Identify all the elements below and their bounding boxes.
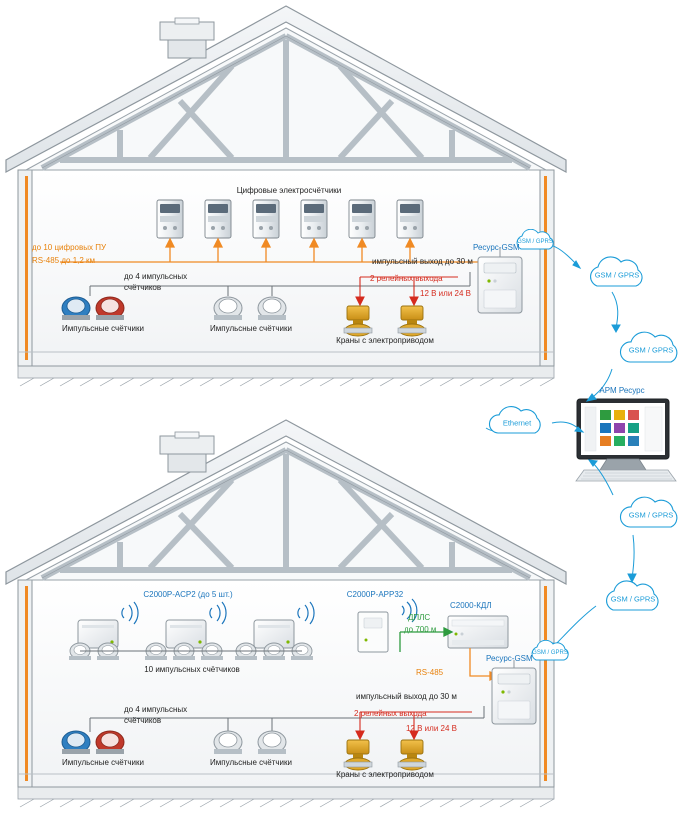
label-workstation: АРМ Ресурс xyxy=(599,386,645,395)
label-relay-voltage: 12 В или 24 В xyxy=(420,289,471,298)
c2000-kdl-module xyxy=(448,616,508,648)
label-asr2: С2000Р-АСР2 (до 5 шт.) xyxy=(143,590,233,599)
label-ten-pulse-meters: 10 импульсных счётчиков xyxy=(144,665,240,674)
cloud-label: GSM / GPRS xyxy=(628,345,674,355)
label-arr32: С2000Р-АРР32 xyxy=(346,590,404,599)
label-pulse-output-bottom: импульсный выход до 30 м xyxy=(356,692,457,701)
label-rs485-count: до 10 цифровых ПУ xyxy=(32,243,107,252)
label-rs485-bottom: RS-485 xyxy=(416,668,444,677)
cloud-gsm-right-3 xyxy=(612,495,690,535)
label-pulse-meters-left: Импульсные счётчики xyxy=(62,324,144,333)
label-pulse-meters-left-bottom: Импульсные счётчики xyxy=(62,758,144,767)
label-relay-outputs: 2 релейных выхода xyxy=(370,274,443,283)
label-pulse-count-2-bottom: счётчиков xyxy=(124,716,162,725)
label-pulse-count-1-bottom: до 4 импульсных xyxy=(124,705,188,714)
cloud-label: Ethernet xyxy=(502,418,532,428)
cloud-label: GSM / GPRS xyxy=(628,510,674,520)
label-digital-meters: Цифровые электросчётчики xyxy=(236,186,342,195)
resurs-gsm-top xyxy=(478,248,522,313)
cloud-label: GSM / GPRS xyxy=(594,270,640,280)
label-valves: Краны с электроприводом xyxy=(336,336,434,345)
workstation-monitor xyxy=(576,399,676,481)
label-valves-bottom: Краны с электроприводом xyxy=(336,770,434,779)
ground-bottom xyxy=(18,787,554,807)
label-relay-voltage-bottom: 12 В или 24 В xyxy=(406,724,457,733)
label-pulse-count-1: до 4 импульсных xyxy=(124,272,188,281)
cloud-label: GSM / GPRS xyxy=(517,239,553,245)
cloud-gsm-right-1 xyxy=(580,256,654,294)
label-resurs-gsm-top: Ресурс-GSM xyxy=(473,243,520,252)
resurs-gsm-bottom xyxy=(492,660,536,724)
cloud-label: GSM / GPRS xyxy=(532,650,568,656)
cloud-label: GSM / GPRS xyxy=(610,594,656,604)
label-dpls: ДПЛС xyxy=(408,613,431,622)
label-dpls-length: до 700 м xyxy=(404,625,437,634)
label-pulse-count-2: счётчиков xyxy=(124,283,162,292)
label-pulse-meters-mid-bottom: Импульсные счётчики xyxy=(210,758,292,767)
cloud-gsm-right-2 xyxy=(612,330,690,370)
label-pulse-meters-mid: Импульсные счётчики xyxy=(210,324,292,333)
cloud-ethernet xyxy=(482,405,552,441)
ground-top xyxy=(18,366,554,386)
house-bottom xyxy=(6,420,566,807)
pulse-meter-row-bottom xyxy=(69,643,313,660)
label-rs485-length: RS-485 до 1,2 км xyxy=(32,256,96,265)
label-relay-outputs-bottom: 2 релейных выхода xyxy=(354,709,427,718)
cloud-gsm-right-4 xyxy=(596,580,670,618)
label-resurs-gsm-bottom: Ресурс-GSM xyxy=(486,654,533,663)
label-pulse-output: импульсный выход до 30 м xyxy=(372,257,473,266)
label-c2000-kdl: С2000-КДЛ xyxy=(450,601,492,610)
